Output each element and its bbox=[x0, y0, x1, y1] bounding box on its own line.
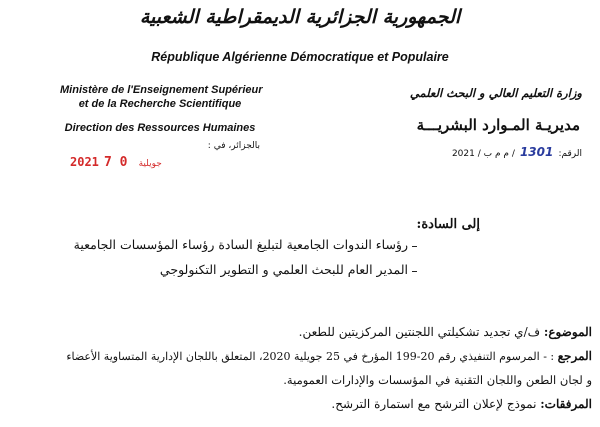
french-republic-title: République Algérienne Démocratique et Populaire bbox=[151, 50, 449, 64]
date-stamp bbox=[70, 151, 168, 170]
recipient-item-1: رؤساء الندوات الجامعية لتبليغ السادة رؤساء المؤسسات الجامعية bbox=[73, 237, 408, 252]
attachments-line bbox=[331, 397, 592, 411]
date-day: 0 7 bbox=[104, 155, 128, 170]
recipient-dash-1 bbox=[412, 246, 417, 247]
subject-text: ف/ي تجديد تشكيلتي اللجنتين المركزيتين للطعن. bbox=[298, 325, 541, 339]
reference-text-body1: : - المرسوم التنفيذي رقم 20-199 المؤرخ في 25 جويلية 2020، المتعلق باللجان الإدارية المتساوية الأعضاء bbox=[66, 350, 555, 363]
subject-line bbox=[299, 325, 592, 339]
reference-text-line1 bbox=[66, 349, 592, 363]
reference-text-label: المرجع bbox=[557, 349, 592, 363]
ministry-line-2: et de la Recherche Scientifique bbox=[78, 98, 242, 110]
reference-suffix: / م م ب / 2021 bbox=[451, 149, 515, 159]
reference-number: 1301 bbox=[519, 145, 554, 159]
arabic-republic-title: الجمهورية الجزائرية الديمقراطية الشعبية bbox=[139, 6, 461, 28]
attachments-label: المرفقات: bbox=[540, 397, 592, 411]
direction-arabic: مديريـة المـوارد البشريـــة bbox=[416, 116, 580, 134]
date-year: 2021 bbox=[70, 155, 99, 169]
recipient-dash-2 bbox=[412, 271, 417, 272]
direction-name: Direction des Ressources Humaines bbox=[64, 122, 256, 134]
reference-line bbox=[452, 141, 582, 160]
attachments-text: نموذج لإعلان الترشح مع استمارة الترشح. bbox=[331, 397, 537, 411]
subject-label: الموضوع: bbox=[543, 325, 592, 339]
reference-text-line2: و لجان الطعن واللجان التقنية في المؤسسات والإدارات العمومية. bbox=[283, 373, 592, 387]
recipient-item-2: المدير العام للبحث العلمي و التطوير التكنولوجي bbox=[159, 262, 408, 277]
recipients-heading: إلى السادة: bbox=[416, 217, 480, 232]
ministry-line-1: Ministère de l'Enseignement Supérieur bbox=[60, 84, 263, 96]
ministry-arabic: وزارة التعليم العالي و البحث العلمي bbox=[409, 86, 582, 100]
reference-label: الرقم: bbox=[558, 149, 582, 159]
place-date-label: بالجزائر، في : bbox=[207, 141, 260, 151]
date-month: جويلية bbox=[138, 159, 162, 169]
